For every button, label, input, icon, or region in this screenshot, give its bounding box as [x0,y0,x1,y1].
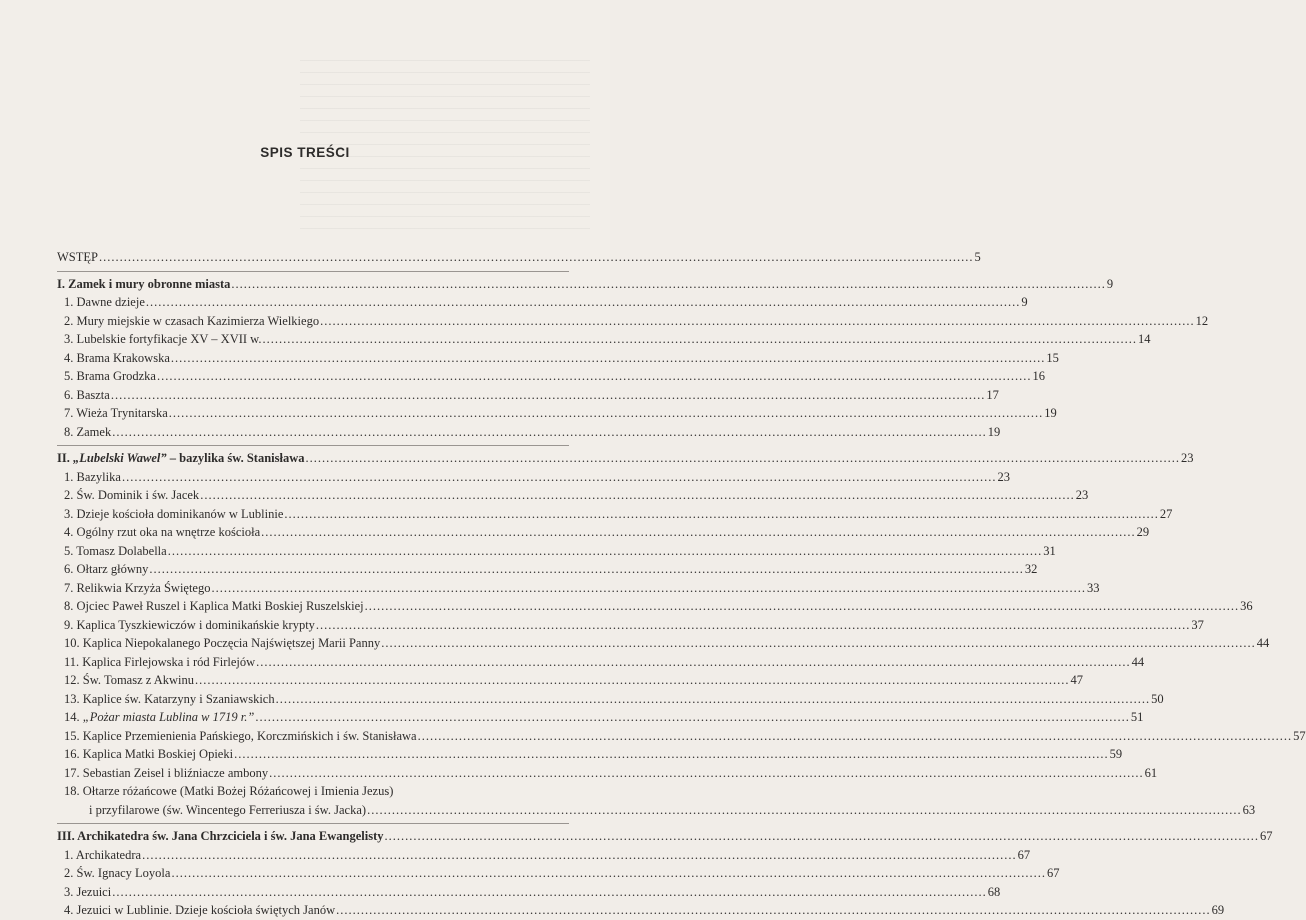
leader-dots [365,597,1240,616]
toc-item[interactable] [57,883,1001,902]
toc-chapter-1[interactable] [57,275,1114,294]
item-title-italic: „Pożar miasta Lublina w 1719 r.” [82,710,255,724]
toc-label: 13. Kaplice św. Katarzyny i Szaniawskich [64,691,275,706]
toc-page-number: 16 [1032,369,1045,383]
toc-label: 4. Ogólny rzut oka na wnętrze kościoła [64,525,261,539]
toc-chapter-label: III. Archikatedra św. Jana Chrzciciela i św. Jana Ewangelisty [57,829,384,843]
toc-page-number: 47 [1070,673,1084,687]
toc-item[interactable] [57,616,1204,635]
toc-page-number: 27 [1159,506,1173,521]
toc-label: 8. Zamek [64,424,112,439]
toc-page-number: 61 [1144,765,1158,780]
toc-item[interactable] [57,671,1084,690]
leader-dots [157,367,1032,386]
toc-label: 5. Brama Grodzka [64,369,156,383]
toc-page-number: 17 [986,387,999,402]
leader-dots [122,468,997,487]
toc-item[interactable] [57,367,1045,386]
leader-dots [367,801,1242,820]
toc-label: 4. Jezuici w Lublinie. Dzieje kościoła świętych Janów [64,903,336,917]
toc-page-number: 37 [1191,617,1204,632]
toc-label: 15. Kaplice Przemienienia Pańskiego, Korczmińskich i św. Stanisława [64,728,417,743]
toc-page-number: 36 [1240,599,1253,613]
toc-chapter-label: I. Zamek i mury obronne miasta [57,276,231,291]
toc-chapter-label [57,449,305,468]
toc-item[interactable] [57,349,1059,368]
leader-dots [112,423,987,442]
toc-page-number: 15 [1046,350,1059,365]
toc-label: 16. Kaplica Matki Boskiej Opieki [64,747,234,761]
leader-dots [256,653,1131,672]
leader-dots [320,312,1195,331]
leader-dots [231,275,1106,294]
toc-item[interactable] [57,901,1225,920]
toc-label: 3. Jezuici [64,884,112,899]
leader-dots [99,248,974,267]
leader-dots [146,293,1021,312]
leader-dots [195,671,1070,690]
toc-chapter-3[interactable] [57,827,1273,846]
leader-dots [169,404,1044,423]
toc-label: 17. Sebastian Zeisel i bliźniacze ambony [64,765,269,780]
toc-page-number: 14 [1138,332,1151,346]
toc-item[interactable] [57,846,1031,865]
leader-dots [168,542,1043,561]
section-divider [57,445,569,446]
toc-item[interactable] [57,423,1001,442]
leader-dots [385,827,1260,846]
toc-item[interactable] [57,864,1060,883]
leader-dots [261,523,1136,542]
toc-label: 1. Bazylika [64,469,121,484]
toc-item[interactable] [57,542,1056,561]
toc-page-number: 9 [1021,295,1028,309]
toc-label: 3. Lubelskie fortyfikacje XV – XVII w. [64,332,262,346]
leader-dots [336,901,1211,920]
toc-item[interactable] [57,312,1209,331]
toc-item[interactable] [57,727,1306,746]
toc-label: 18. Ołtarze różańcowe (Matki Bożej Różańcowej i Imienia Jezus) [64,784,394,798]
page-title: SPIS TREŚCI [260,145,350,160]
toc-item[interactable] [57,764,1158,783]
toc-label-continuation: i przyfilarowe (św. Wincentego Ferreriusza i św. Jacka) [89,802,367,817]
toc-page-number: 23 [997,469,1010,484]
table-of-contents [57,248,1306,920]
toc-label: 2. Św. Ignacy Loyola [64,866,171,880]
toc-item[interactable] [57,634,1270,653]
leader-dots [276,690,1151,709]
leader-dots [111,386,986,405]
toc-label: 6. Ołtarz główny [64,562,149,576]
toc-label: 7. Wieża Trynitarska [64,406,168,420]
leader-dots [255,708,1130,727]
toc-entry-intro[interactable] [57,248,981,267]
leader-dots [381,634,1256,653]
toc-label-continuation-row [64,801,1256,820]
toc-page-number: 63 [1242,802,1256,817]
toc-label: 7. Relikwia Krzyża Świętego [64,580,211,595]
toc-item[interactable] [57,745,1123,764]
toc-page-number: 33 [1086,580,1100,595]
leader-dots [316,616,1191,635]
toc-page-number: 23 [1181,451,1194,465]
toc-page-number: 67 [1017,847,1031,862]
leader-dots [306,449,1181,468]
leader-dots [418,727,1293,746]
toc-page-number: 67 [1046,866,1060,880]
toc-page-number: 44 [1131,654,1145,669]
toc-label: 2. Św. Dominik i św. Jacek [64,488,200,502]
leader-dots [149,560,1024,579]
toc-item[interactable] [57,560,1038,579]
toc-page-number: 57 [1293,728,1306,743]
toc-label: WSTĘP [57,250,98,264]
toc-page-number: 67 [1260,829,1273,843]
toc-label: 10. Kaplica Niepokalanego Poczęcia Najświętszej Marii Panny [64,636,381,650]
leader-dots [211,579,1086,598]
section-divider [57,823,569,824]
toc-label: 4. Brama Krakowska [64,350,170,365]
toc-page-number: 68 [987,884,1001,899]
leader-dots [171,864,1046,883]
section-divider [57,271,569,272]
toc-label: 8. Ojciec Paweł Ruszel i Kaplica Matki Boskiej Ruszelskiej [64,599,364,613]
leader-dots [112,883,987,902]
chapter-number: II. [57,451,73,465]
toc-page-number: 32 [1024,562,1038,576]
toc-item[interactable] [57,330,1151,349]
toc-label: 3. Dzieje kościoła dominikanów w Lublinie [64,506,284,521]
chapter-title-italic: „Lubelski Wawel” [72,451,167,465]
toc-label: 11. Kaplica Firlejowska i ród Firlejów [64,654,256,669]
toc-page-number: 50 [1151,691,1164,706]
toc-page-number: 59 [1109,747,1123,761]
toc-page-number: 19 [987,424,1001,439]
toc-page-number: 51 [1130,710,1144,724]
toc-page-number: 29 [1136,525,1150,539]
leader-dots [263,330,1138,349]
toc-page-number: 44 [1256,636,1270,650]
toc-item[interactable] [57,653,1145,672]
toc-page-number: 69 [1211,903,1225,917]
toc-item[interactable] [57,293,1028,312]
leader-dots [171,349,1046,368]
toc-label: 6. Baszta [64,387,110,402]
toc-page-number: 9 [1106,276,1114,291]
toc-page-number: 31 [1043,543,1056,558]
toc-label: 1. Archikatedra [64,847,142,862]
toc-label [64,708,254,727]
toc-item[interactable] [57,523,1150,542]
toc-label: 2. Mury miejskie w czasach Kazimierza Wielkiego [64,313,320,328]
toc-label: 9. Kaplica Tyszkiewiczów i dominikańskie krypty [64,617,315,632]
chapter-title-rest: – bazylika św. Stanisława [166,451,305,465]
toc-page-number: 19 [1044,406,1057,420]
leader-dots [284,505,1159,524]
toc-item[interactable] [57,690,1164,709]
toc-item[interactable] [57,597,1253,616]
toc-item[interactable] [57,404,1057,423]
toc-item[interactable] [57,486,1089,505]
leader-dots [234,745,1109,764]
toc-chapter-2[interactable] [57,449,1194,468]
toc-label: 5. Tomasz Dolabella [64,543,167,558]
toc-item-multiline[interactable] [57,782,1256,819]
toc-page-number: 5 [974,250,981,264]
toc-item[interactable] [57,468,1010,487]
item-number: 14. [64,710,83,724]
toc-item[interactable] [57,579,1100,598]
toc-page-number: 12 [1195,313,1209,328]
leader-dots [269,764,1144,783]
toc-item[interactable] [57,386,999,405]
toc-item[interactable] [57,505,1173,524]
leader-dots [142,846,1017,865]
toc-label: 12. Św. Tomasz z Akwinu [64,673,195,687]
leader-dots [200,486,1075,505]
toc-page-number: 23 [1075,488,1089,502]
toc-item[interactable] [57,708,1144,727]
toc-label: 1. Dawne dzieje [64,295,145,309]
